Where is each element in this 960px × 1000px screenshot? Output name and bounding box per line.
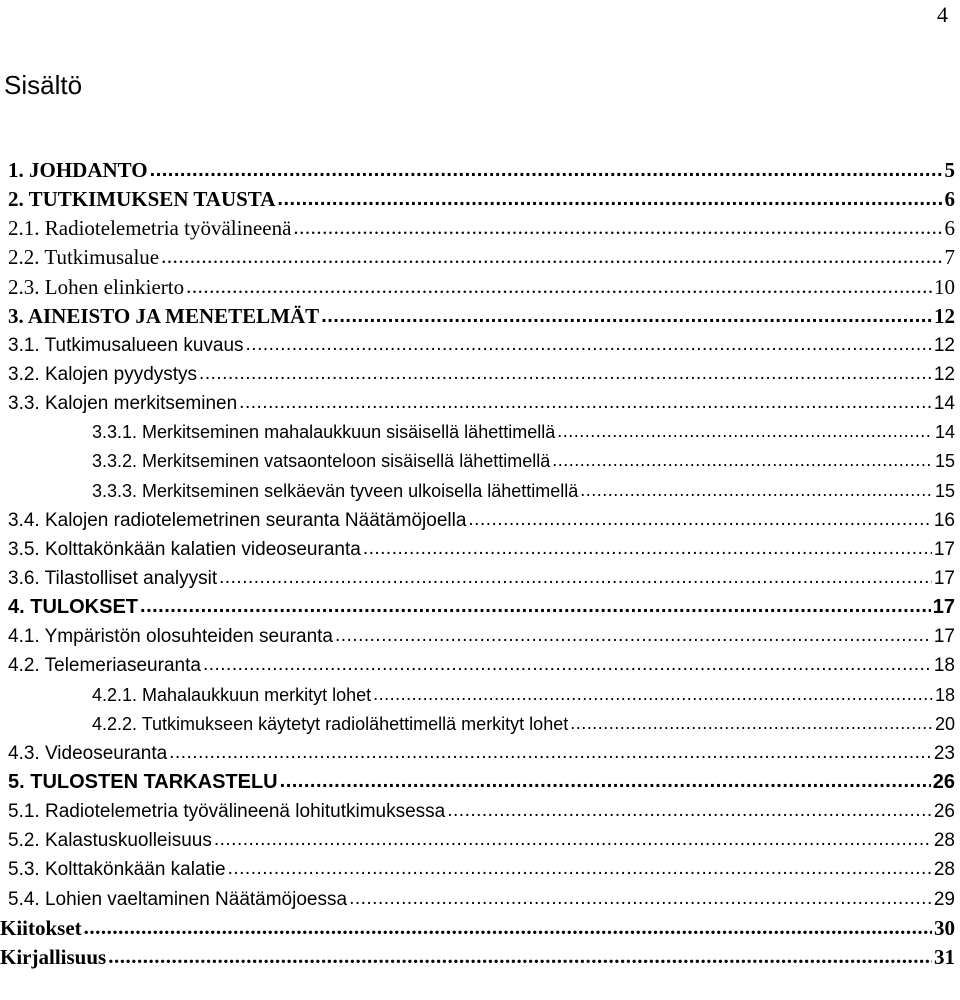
toc-entry[interactable] bbox=[0, 185, 955, 214]
toc-entry-label: 4. TULOKSET bbox=[8, 596, 139, 619]
toc-entry-page-number: 18 bbox=[934, 684, 955, 705]
dot-leader bbox=[246, 330, 932, 359]
toc-entry-label: 3.6. Tilastolliset analyysit bbox=[8, 567, 218, 589]
table-of-contents bbox=[0, 156, 955, 972]
toc-entry[interactable] bbox=[0, 477, 955, 506]
toc-entry[interactable] bbox=[0, 447, 955, 476]
toc-entry-label: 4.2. Telemeriaseuranta bbox=[8, 655, 201, 677]
toc-entry[interactable] bbox=[0, 506, 955, 535]
toc-entry[interactable] bbox=[0, 710, 955, 739]
toc-entry-label: 5.4. Lohien vaeltaminen Näätämöjoessa bbox=[8, 888, 348, 910]
toc-entry-page-number: 18 bbox=[933, 655, 955, 677]
toc-entry-page-number: 12 bbox=[934, 303, 955, 328]
dot-leader bbox=[321, 302, 932, 331]
toc-entry-page-number: 26 bbox=[933, 801, 955, 823]
dot-leader bbox=[570, 709, 933, 738]
dot-leader bbox=[349, 884, 932, 913]
toc-entry[interactable] bbox=[0, 273, 955, 302]
toc-entry-label: 5. TULOSTEN TARKASTELU bbox=[8, 770, 278, 793]
toc-entry-label: 4.2.2. Tutkimukseen käytetyt radiolähettimellä merkityt lohet bbox=[92, 713, 569, 734]
toc-entry[interactable] bbox=[0, 535, 955, 564]
toc-entry[interactable] bbox=[0, 826, 955, 855]
toc-entry-label: 3.3. Kalojen merkitseminen bbox=[8, 393, 238, 415]
toc-entry-label: 5.2. Kalastuskuolleisuus bbox=[8, 830, 212, 852]
dot-leader bbox=[447, 796, 932, 825]
dot-leader bbox=[186, 272, 932, 301]
dot-leader bbox=[239, 388, 932, 417]
toc-entry[interactable] bbox=[0, 914, 955, 943]
toc-entry-page-number: 17 bbox=[933, 538, 955, 560]
toc-entry-page-number: 23 bbox=[933, 742, 955, 764]
dot-leader bbox=[277, 185, 942, 214]
toc-entry-page-number: 17 bbox=[932, 596, 955, 619]
toc-entry-label: 3.5. Kolttakönkään kalatien videoseuranta bbox=[8, 538, 361, 560]
dot-leader bbox=[169, 738, 932, 767]
toc-entry-page-number: 20 bbox=[934, 713, 955, 734]
dot-leader bbox=[468, 505, 931, 534]
toc-entry[interactable] bbox=[0, 681, 955, 710]
toc-entry-page-number: 12 bbox=[933, 334, 955, 356]
toc-entry[interactable] bbox=[0, 564, 955, 593]
toc-entry-page-number: 28 bbox=[933, 830, 955, 852]
toc-entry[interactable] bbox=[0, 360, 955, 389]
dot-leader bbox=[580, 476, 933, 505]
toc-entry-label: 4.2.1. Mahalaukkuun merkityt lohet bbox=[92, 684, 372, 705]
toc-entry[interactable] bbox=[0, 797, 955, 826]
toc-entry[interactable] bbox=[0, 855, 955, 884]
toc-entry-label: 4.3. Videoseuranta bbox=[8, 742, 168, 764]
toc-entry-page-number: 17 bbox=[933, 626, 955, 648]
dot-leader bbox=[161, 242, 942, 271]
dot-leader bbox=[84, 913, 932, 942]
toc-heading: Sisältö bbox=[4, 70, 83, 100]
toc-entry-page-number: 7 bbox=[944, 245, 955, 270]
toc-entry[interactable] bbox=[0, 156, 955, 185]
toc-entry[interactable] bbox=[0, 418, 955, 447]
toc-entry-label: 3.3.2. Merkitseminen vatsaonteloon sisäisellä lähettimellä bbox=[92, 451, 551, 472]
toc-entry-label: 2.1. Radiotelemetria työvälineenä bbox=[8, 216, 292, 241]
toc-entry-label: 4.1. Ympäristön olosuhteiden seuranta bbox=[8, 626, 333, 648]
toc-entry[interactable] bbox=[0, 768, 955, 797]
dot-leader bbox=[373, 680, 933, 709]
toc-entry-label: 5.3. Kolttakönkään kalatie bbox=[8, 859, 226, 881]
dot-leader bbox=[552, 446, 933, 475]
dot-leader bbox=[214, 825, 932, 854]
toc-entry-page-number: 10 bbox=[934, 274, 955, 299]
dot-leader bbox=[280, 767, 931, 796]
toc-entry-page-number: 14 bbox=[933, 393, 955, 415]
dot-leader bbox=[363, 534, 932, 563]
toc-entry-label: 3.3.3. Merkitseminen selkäevän tyveen ulkoisella lähettimellä bbox=[92, 480, 579, 501]
toc-entry[interactable] bbox=[0, 885, 955, 914]
toc-entry-page-number: 26 bbox=[932, 770, 955, 793]
dot-leader bbox=[108, 942, 932, 971]
toc-entry-page-number: 30 bbox=[934, 915, 955, 940]
toc-entry-page-number: 15 bbox=[934, 451, 955, 472]
dot-leader bbox=[228, 854, 932, 883]
toc-entry-label: 3.2. Kalojen pyydystys bbox=[8, 363, 198, 385]
toc-entry-page-number: 15 bbox=[934, 480, 955, 501]
toc-entry-label: 1. JOHDANTO bbox=[8, 158, 148, 182]
toc-entry-page-number: 6 bbox=[944, 187, 955, 212]
toc-entry-page-number: 17 bbox=[933, 567, 955, 589]
toc-entry-page-number: 5 bbox=[944, 158, 955, 182]
toc-entry-page-number: 31 bbox=[934, 944, 955, 969]
toc-entry[interactable] bbox=[0, 243, 955, 272]
dot-leader bbox=[557, 417, 933, 446]
dot-leader bbox=[150, 156, 943, 185]
toc-entry[interactable] bbox=[0, 214, 955, 243]
dot-leader bbox=[293, 213, 942, 242]
dot-leader bbox=[140, 592, 931, 621]
toc-entry[interactable] bbox=[0, 389, 955, 418]
toc-entry-label: 3.4. Kalojen radiotelemetrinen seuranta Näätämöjoella bbox=[8, 509, 467, 531]
toc-entry[interactable] bbox=[0, 302, 955, 331]
toc-entry-label: 5.1. Radiotelemetria työvälineenä lohitutkimuksessa bbox=[8, 801, 446, 823]
toc-entry-label: 2. TUTKIMUKSEN TAUSTA bbox=[8, 187, 276, 212]
dot-leader bbox=[219, 563, 932, 592]
toc-entry[interactable] bbox=[0, 622, 955, 651]
toc-entry-page-number: 12 bbox=[933, 363, 955, 385]
toc-entry-label: 2.2. Tutkimusalue bbox=[8, 245, 160, 270]
toc-entry[interactable] bbox=[0, 651, 955, 680]
toc-entry-label: Kiitokset bbox=[0, 915, 82, 940]
toc-entry[interactable] bbox=[0, 593, 955, 622]
toc-entry-page-number: 28 bbox=[933, 859, 955, 881]
dot-leader bbox=[203, 650, 932, 679]
toc-entry[interactable] bbox=[0, 331, 955, 360]
toc-entry-label: 3. AINEISTO JA MENETELMÄT bbox=[8, 303, 320, 328]
toc-entry-page-number: 6 bbox=[944, 216, 955, 241]
toc-entry[interactable] bbox=[0, 739, 955, 768]
toc-entry-label: 2.3. Lohen elinkierto bbox=[8, 274, 185, 299]
toc-entry-page-number: 14 bbox=[934, 422, 955, 443]
toc-entry-page-number: 29 bbox=[933, 888, 955, 910]
toc-entry-label: Kirjallisuus bbox=[0, 944, 107, 969]
toc-entry-label: 3.3.1. Merkitseminen mahalaukkuun sisäisellä lähettimellä bbox=[92, 422, 556, 443]
dot-leader bbox=[199, 359, 932, 388]
toc-entry-label: 3.1. Tutkimusalueen kuvaus bbox=[8, 334, 244, 356]
page-number: 4 bbox=[937, 2, 948, 27]
toc-entry-page-number: 16 bbox=[933, 509, 955, 531]
toc-entry[interactable] bbox=[0, 943, 955, 972]
dot-leader bbox=[335, 621, 932, 650]
